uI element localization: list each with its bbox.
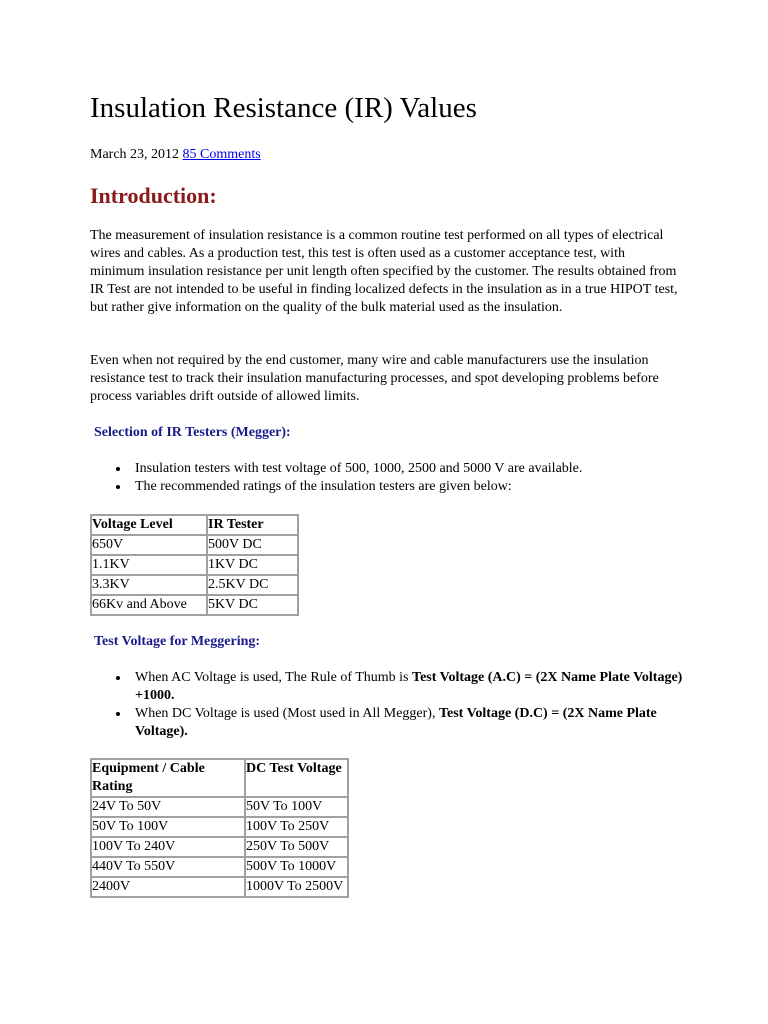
post-meta [90, 147, 261, 163]
table-cell: 100V To 240V [91, 837, 245, 857]
list-item [90, 705, 690, 741]
intro-paragraph-1: The measurement of insulation resistance is a common routine test performed on all types of electrical wires and cables. As a production test, this test is often used as a customer acceptance test, with minimum insulation resistance per unit length often specified by the customer. The results obtained from IR Test are not intended to be useful in finding localized defects in the insulation as in a true HIPOT test, but rather give information on the quality of the bulk material used as the insulation. [90, 228, 678, 315]
ir-tester-table [90, 514, 299, 616]
table-cell: 66Kv and Above [91, 595, 207, 615]
rule-formula: Test Voltage (A.C) = (2X Name Plate Voltage) +1000. [135, 670, 683, 703]
dc-test-voltage-table [90, 758, 349, 898]
rule-formula: Test Voltage (D.C) = (2X Name Plate Voltage). [135, 706, 657, 739]
table-row [91, 797, 348, 817]
ir-testers-list [90, 460, 690, 496]
rule-text: When DC Voltage is used (Most used in All Megger), [135, 706, 439, 721]
table-cell: 250V To 500V [245, 837, 348, 857]
introduction-heading: Introduction: [90, 183, 217, 208]
table-header-cell: IR Tester [207, 515, 298, 535]
post-date: March 23, 2012 [90, 147, 180, 162]
table-cell: 2.5KV DC [207, 575, 298, 595]
table-cell: 500V To 1000V [245, 857, 348, 877]
test-voltage-list [90, 669, 690, 741]
table-row [91, 837, 348, 857]
table-cell: 500V DC [207, 535, 298, 555]
table-cell: 440V To 550V [91, 857, 245, 877]
list-item [90, 669, 690, 705]
table-cell: 650V [91, 535, 207, 555]
intro-paragraph-2: Even when not required by the end customer, many wire and cable manufacturers use the insulation resistance test to track their insulation manufacturing processes, and spot developing problems before process variables drift outside of allowed limits. [90, 353, 659, 404]
table-cell: 100V To 250V [245, 817, 348, 837]
table-header-row [91, 515, 298, 535]
table-row [91, 877, 348, 897]
table-cell: 5KV DC [207, 595, 298, 615]
page-title: Insulation Resistance (IR) Values [90, 92, 477, 124]
table-cell: 3.3KV [91, 575, 207, 595]
table-header-cell: Equipment / Cable Rating [91, 759, 245, 797]
table-header-row [91, 759, 348, 797]
table-cell: 24V To 50V [91, 797, 245, 817]
table-row [91, 555, 298, 575]
table-cell: 50V To 100V [91, 817, 245, 837]
list-item: Insulation testers with test voltage of 500, 1000, 2500 and 5000 V are available. [90, 460, 690, 478]
table-cell: 2400V [91, 877, 245, 897]
section-heading-test-voltage: Test Voltage for Meggering: [94, 634, 261, 649]
table-header-cell: Voltage Level [91, 515, 207, 535]
comments-link[interactable]: 85 Comments [182, 147, 261, 162]
table-header-cell: DC Test Voltage [245, 759, 348, 797]
table-cell: 1KV DC [207, 555, 298, 575]
table-cell: 1000V To 2500V [245, 877, 348, 897]
list-item: The recommended ratings of the insulation testers are given below: [90, 478, 690, 496]
rule-text: When AC Voltage is used, The Rule of Thumb is [135, 670, 413, 685]
table-row [91, 575, 298, 595]
table-row [91, 857, 348, 877]
table-cell: 50V To 100V [245, 797, 348, 817]
table-row [91, 817, 348, 837]
table-row [91, 595, 298, 615]
section-heading-ir-testers: Selection of IR Testers (Megger): [94, 425, 291, 440]
table-cell: 1.1KV [91, 555, 207, 575]
table-row [91, 535, 298, 555]
